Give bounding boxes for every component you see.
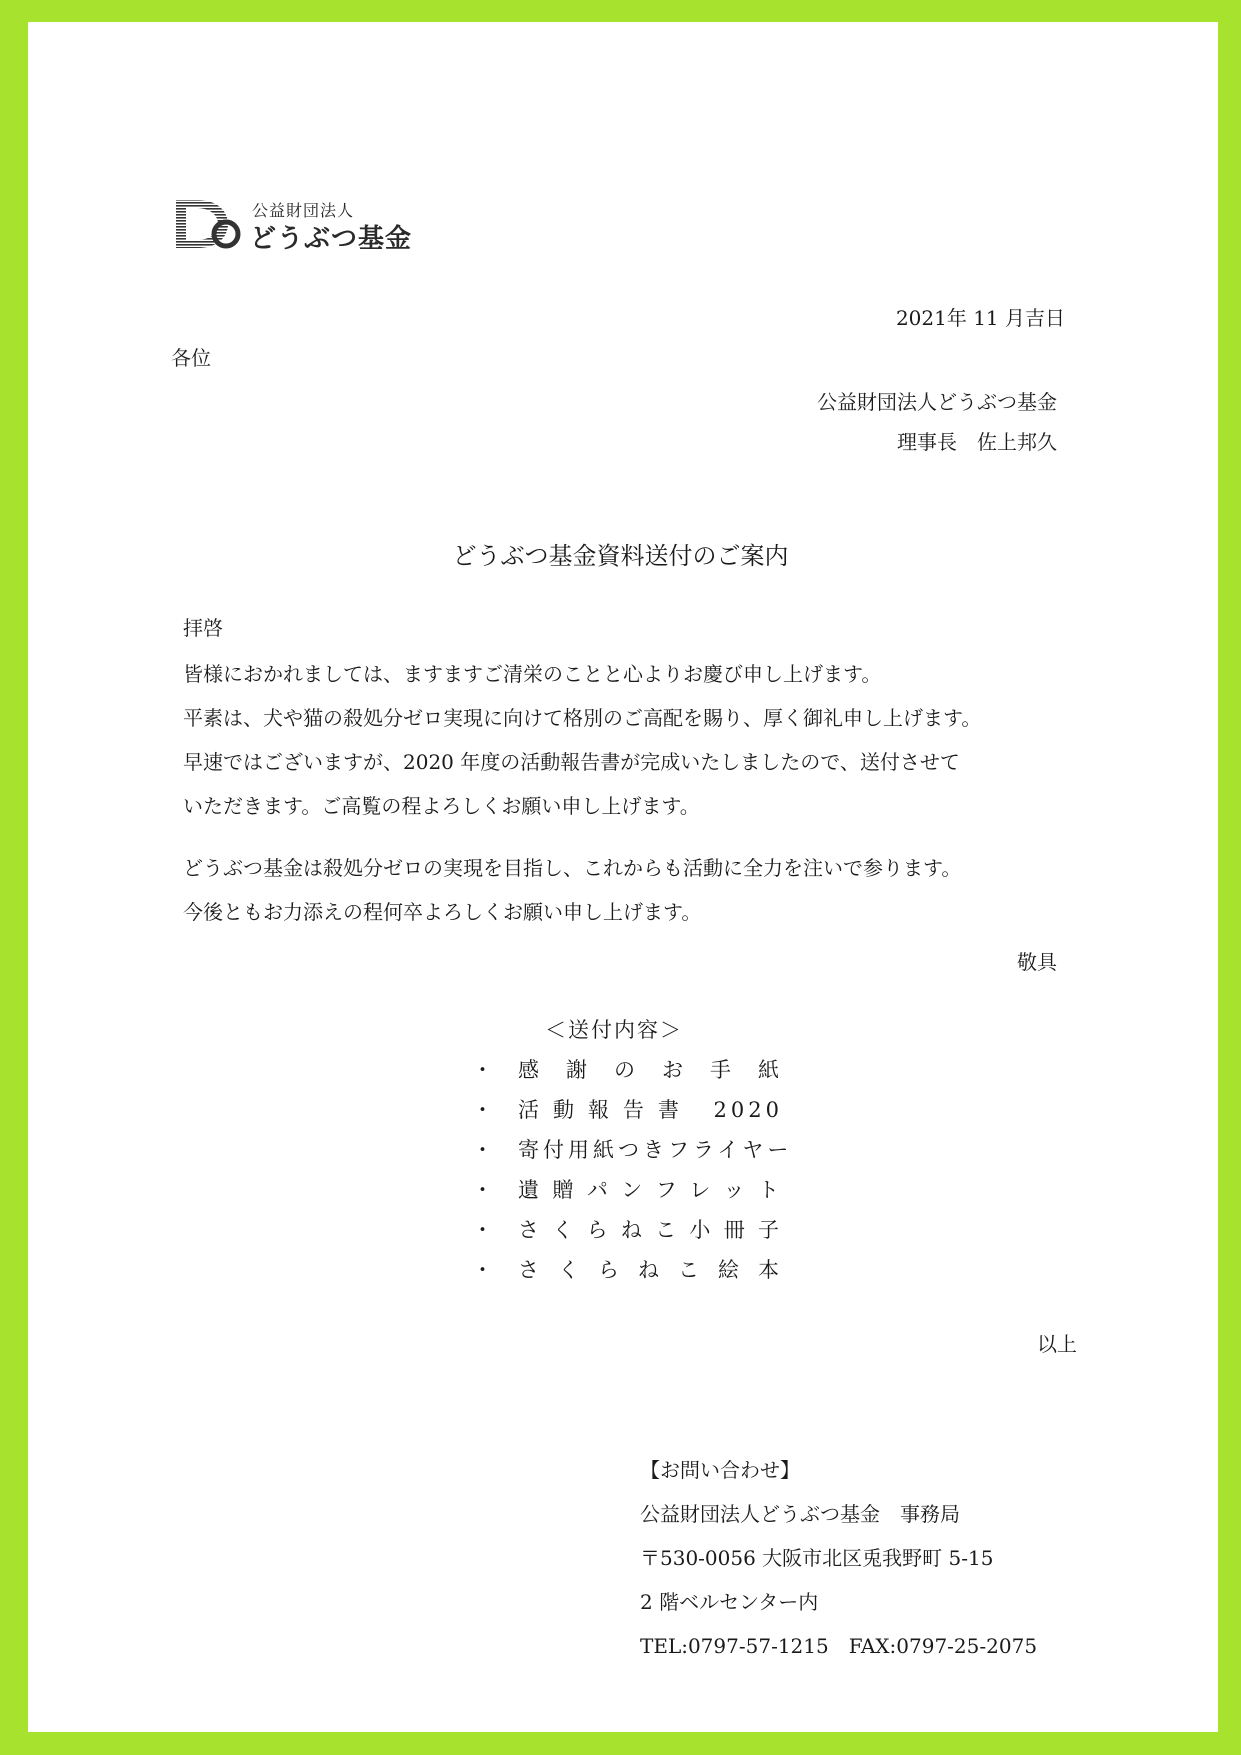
bullet: ・ (472, 1178, 493, 1202)
enclosures-list (472, 1054, 793, 1294)
contact-organization: 公益財団法人どうぶつ基金 事務局 (640, 1502, 960, 1526)
logo-d-mark-icon (172, 196, 244, 252)
sender-name: 理事長 佐上邦久 (897, 430, 1057, 454)
bullet: ・ (472, 1218, 493, 1242)
list-item (472, 1254, 783, 1294)
body-line: 皆様におかれましては、ますますご清栄のことと心よりお慶び申し上げます。 (183, 662, 882, 686)
enclosure-label: さくらねこ小冊子 (518, 1218, 783, 1242)
letter-date: 2021年 11 月吉日 (895, 306, 1065, 330)
body-line: 早速ではございますが、2020 年度の活動報告書が完成いたしましたので、送付させて (183, 750, 960, 774)
logo-subtitle: 公益財団法人 (252, 201, 355, 220)
addressee: 各位 (171, 346, 211, 370)
contact-heading: 【お問い合わせ】 (640, 1458, 800, 1482)
enclosure-label: 感謝のお手紙 (518, 1058, 783, 1082)
bullet: ・ (472, 1258, 493, 1282)
body-line: いただきます。ご高覧の程よろしくお願い申し上げます。 (183, 794, 700, 818)
bullet: ・ (472, 1098, 493, 1122)
contact-address-line1: 〒530-0056 大阪市北区兎我野町 5-15 (640, 1546, 994, 1570)
enclosure-label: 活動報告書 2020 (518, 1098, 783, 1122)
body-line: どうぶつ基金は殺処分ゼロの実現を目指し、これからも活動に全力を注いで参ります。 (183, 856, 962, 880)
letter-title: どうぶつ基金資料送付のご案内 (452, 542, 789, 570)
closing-salutation: 敬具 (1017, 950, 1057, 974)
opening-salutation: 拝啓 (183, 616, 223, 640)
organization-logo (172, 196, 412, 256)
enclosure-label: 寄付用紙つきフライヤー (518, 1138, 793, 1162)
end-mark: 以上 (1037, 1332, 1077, 1356)
contact-address-line2: 2 階ベルセンター内 (640, 1590, 819, 1614)
enclosure-label: さくらねこ絵本 (518, 1258, 783, 1282)
enclosure-label: 遺贈パンフレット (518, 1178, 783, 1202)
enclosures-heading: ＜送付内容＞ (545, 1018, 683, 1042)
sender-organization: 公益財団法人どうぶつ基金 (817, 390, 1057, 414)
list-item (472, 1134, 793, 1174)
list-item (472, 1174, 783, 1214)
logo-name: どうぶつ基金 (250, 224, 413, 254)
bullet: ・ (472, 1058, 493, 1082)
contact-phone-fax: TEL:0797-57-1215 FAX:0797-25-2075 (640, 1634, 1038, 1658)
body-line: 平素は、犬や猫の殺処分ゼロ実現に向けて格別のご高配を賜り、厚く御礼申し上げます。 (183, 706, 982, 730)
bullet: ・ (472, 1138, 493, 1162)
list-item (472, 1094, 783, 1134)
list-item (472, 1214, 783, 1254)
body-line: 今後ともお力添えの程何卒よろしくお願い申し上げます。 (183, 900, 702, 924)
list-item (472, 1054, 783, 1094)
